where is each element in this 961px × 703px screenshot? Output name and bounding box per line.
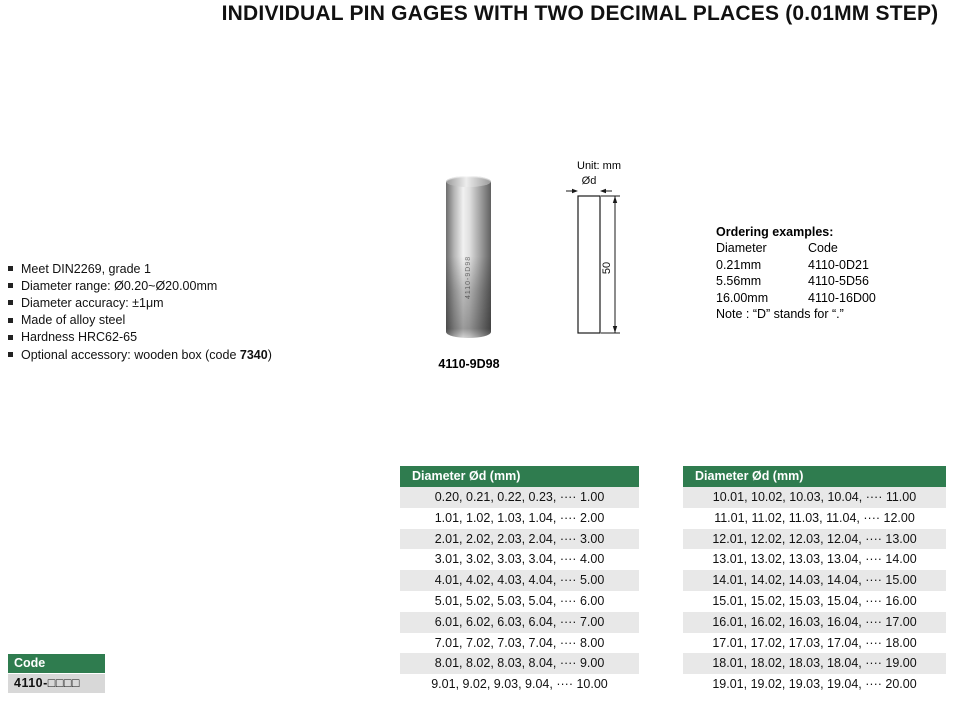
dim-arrowhead: [613, 326, 617, 333]
diameter-table-2: [683, 466, 946, 695]
ordering-row-code: 4110-5D56: [808, 274, 869, 289]
feature-text: Diameter range: Ø0.20~Ø20.00mm: [21, 278, 218, 293]
table-row: 7.01, 7.02, 7.03, 7.04, ···· 8.00: [434, 635, 605, 650]
table-row: 15.01, 15.02, 15.03, 15.04, ···· 16.00: [712, 593, 917, 608]
feature-item: [8, 260, 272, 277]
feature-text: Hardness HRC62-65: [21, 330, 138, 345]
feature-text: Meet DIN2269, grade 1: [21, 261, 151, 276]
pin-engraving-text: 4110-9D98: [465, 255, 472, 299]
table-row: 12.01, 12.02, 12.03, 12.04, ···· 13.00: [683, 529, 946, 550]
ordering-row-diameter: 0.21mm: [716, 257, 762, 272]
page-title: INDIVIDUAL PIN GAGES WITH TWO DECIMAL PLACES (0.01MM STEP): [221, 2, 939, 25]
length-dim-label: 50: [601, 261, 613, 275]
table-row: 3.01, 3.02, 3.03, 3.04, ···· 4.00: [434, 552, 605, 567]
diameter-dim-label: Ød: [581, 175, 597, 187]
table-row: 18.01, 18.02, 18.03, 18.04, ···· 19.00: [683, 653, 946, 674]
code-block-value: 4110-□□□□: [8, 674, 105, 693]
pin-gage-photo: [446, 181, 491, 338]
dim-arrowhead: [572, 189, 578, 193]
ordering-col-code: Code: [808, 241, 838, 256]
diameter-table-1: [400, 466, 639, 695]
table-header: Diameter Ød (mm): [683, 466, 946, 487]
table-row: 14.01, 14.02, 14.03, 14.04, ···· 15.00: [683, 570, 946, 591]
feature-item: [8, 294, 272, 311]
bullet-square-icon: [8, 300, 13, 305]
table-row: 4.01, 4.02, 4.03, 4.04, ···· 5.00: [400, 570, 639, 591]
table-row: 9.01, 9.02, 9.03, 9.04, ···· 10.00: [431, 677, 608, 692]
code-block-header: Code: [8, 654, 105, 673]
bullet-square-icon: [8, 283, 13, 288]
ordering-row-code: 4110-0D21: [808, 257, 869, 272]
feature-item: [8, 329, 272, 346]
feature-text: [21, 348, 272, 362]
table-row: 8.01, 8.02, 8.03, 8.04, ···· 9.00: [400, 653, 639, 674]
table-body: [400, 487, 639, 695]
table-body: [683, 487, 946, 695]
pin-outline-rect: [578, 196, 600, 333]
bullet-square-icon: [8, 335, 13, 340]
accessory-code: 7340: [239, 347, 268, 362]
feature-item: [8, 312, 272, 329]
accessory-suffix: ): [267, 347, 272, 362]
table-row: 6.01, 6.02, 6.03, 6.04, ···· 7.00: [400, 612, 639, 633]
table-row: 13.01, 13.02, 13.03, 13.04, ···· 14.00: [712, 552, 917, 567]
ordering-title: Ordering examples:: [716, 225, 834, 239]
ordering-row-code: 4110-16D00: [808, 290, 876, 305]
bullet-square-icon: [8, 352, 13, 357]
table-row: 10.01, 10.02, 10.03, 10.04, ···· 11.00: [683, 487, 946, 508]
pin-top-face: [446, 176, 491, 187]
ordering-row-diameter: 5.56mm: [716, 274, 762, 289]
dim-arrowhead: [613, 196, 617, 203]
unit-label: Unit: mm: [577, 160, 621, 172]
dim-arrowhead: [600, 189, 606, 193]
feature-text: Diameter accuracy: ±1μm: [21, 295, 164, 310]
ordering-table: [716, 240, 931, 306]
feature-text: Made of alloy steel: [21, 313, 126, 328]
dimension-drawing: [565, 173, 635, 343]
ordering-note: Note : “D” stands for “.”: [716, 307, 844, 322]
table-header: Diameter Ød (mm): [400, 466, 639, 487]
table-row: 5.01, 5.02, 5.03, 5.04, ···· 6.00: [434, 593, 605, 608]
feature-item: [8, 346, 272, 363]
feature-item: [8, 277, 272, 294]
bullet-square-icon: [8, 318, 13, 323]
bullet-square-icon: [8, 266, 13, 271]
product-code-label: 4110-9D98: [438, 357, 500, 371]
feature-list: [8, 260, 272, 363]
pin-body: [446, 181, 491, 338]
ordering-examples: [716, 224, 931, 322]
table-row: 11.01, 11.02, 11.03, 11.04, ···· 12.00: [714, 510, 915, 525]
table-row: 17.01, 17.02, 17.03, 17.04, ···· 18.00: [712, 635, 917, 650]
code-block: [8, 654, 105, 693]
table-row: 2.01, 2.02, 2.03, 2.04, ···· 3.00: [400, 529, 639, 550]
table-row: 16.01, 16.02, 16.03, 16.04, ···· 17.00: [683, 612, 946, 633]
table-row: 1.01, 1.02, 1.03, 1.04, ···· 2.00: [434, 510, 605, 525]
ordering-row-diameter: 16.00mm: [716, 290, 769, 305]
table-row: 0.20, 0.21, 0.22, 0.23, ···· 1.00: [400, 487, 639, 508]
table-row: 19.01, 19.02, 19.03, 19.04, ···· 20.00: [712, 677, 917, 692]
accessory-prefix: Optional accessory: wooden box (code: [21, 347, 240, 362]
ordering-col-diameter: Diameter: [716, 241, 767, 256]
